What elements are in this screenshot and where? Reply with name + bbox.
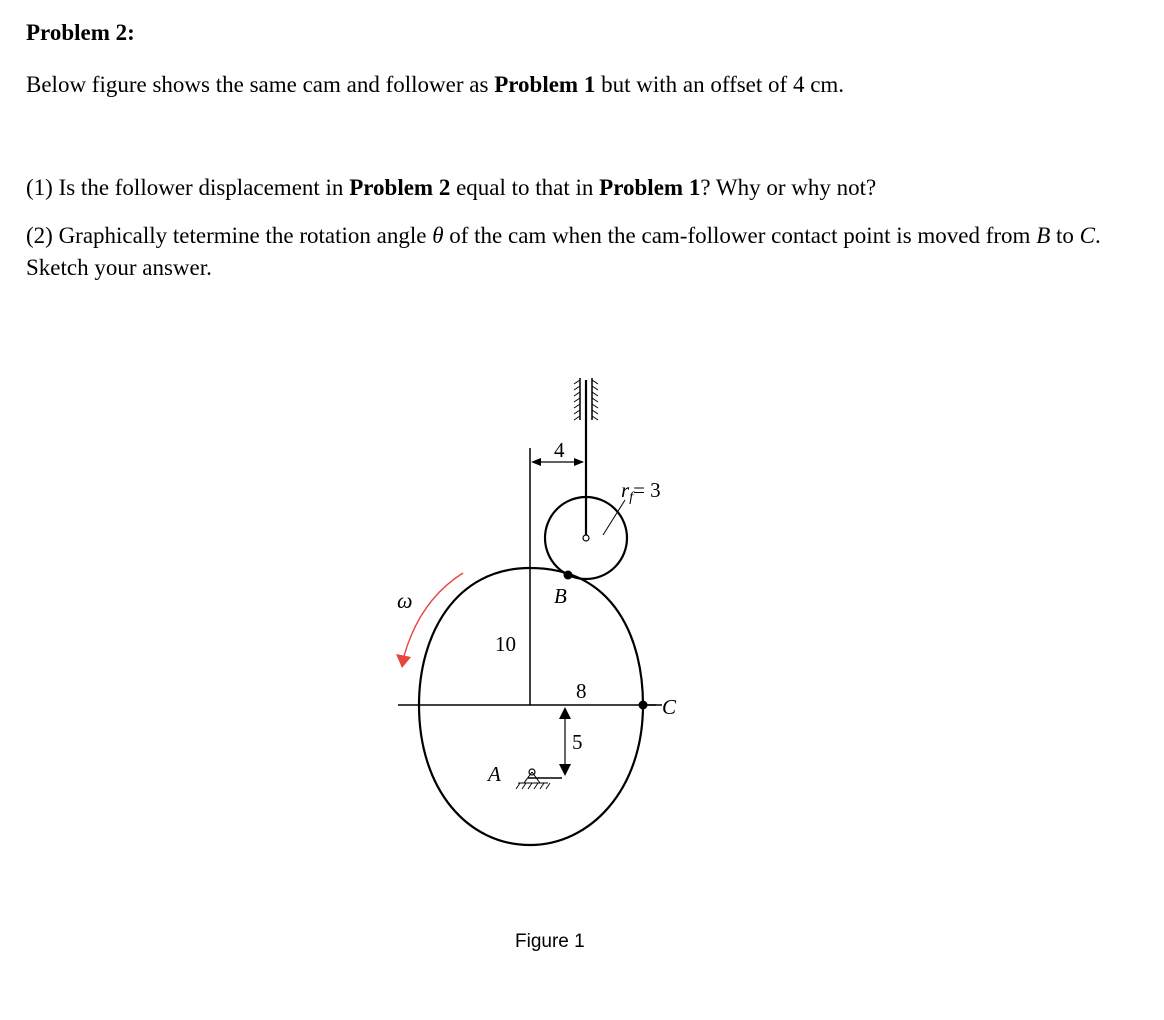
- problem1-reference: Problem 1: [494, 72, 596, 97]
- pivot-a: [516, 769, 562, 789]
- question-1: (1) Is the follower displacement in Problem 2 equal to that in Problem 1? Why or why not?: [26, 175, 877, 200]
- problem-intro: Below figure shows the same cam and follower as Problem 1 but with an offset of 4 cm.: [26, 72, 845, 97]
- offset-arrow-left: [531, 458, 541, 466]
- point-b-label: B: [554, 584, 567, 608]
- contact-point-b: [564, 571, 573, 580]
- dimension-10-label: 10: [495, 632, 516, 656]
- roller-pin: [583, 535, 589, 541]
- dimension-5-arrow-up: [559, 707, 571, 719]
- dimension-5-arrow-down: [559, 764, 571, 776]
- question-2: (2) Graphically tetermine the rotation angle θ of the cam when the cam-follower contact point is moved from B to C. Sketch your answer.: [26, 223, 1101, 280]
- omega-label: ω: [397, 588, 413, 613]
- point-a-label: A: [488, 762, 501, 786]
- point-c-label: C: [662, 695, 677, 719]
- cam-profile: [419, 568, 643, 845]
- dimension-5-label: 5: [572, 730, 583, 754]
- roller-radius-label: rf= 3: [621, 478, 661, 505]
- offset-label: 4: [554, 438, 565, 462]
- problem-heading: Problem 2:: [26, 20, 135, 45]
- figure-caption: Figure 1: [515, 931, 585, 952]
- dimension-8-label: 8: [576, 679, 587, 703]
- rotation-arrowhead: [396, 654, 411, 668]
- rotation-arrow: [404, 573, 463, 656]
